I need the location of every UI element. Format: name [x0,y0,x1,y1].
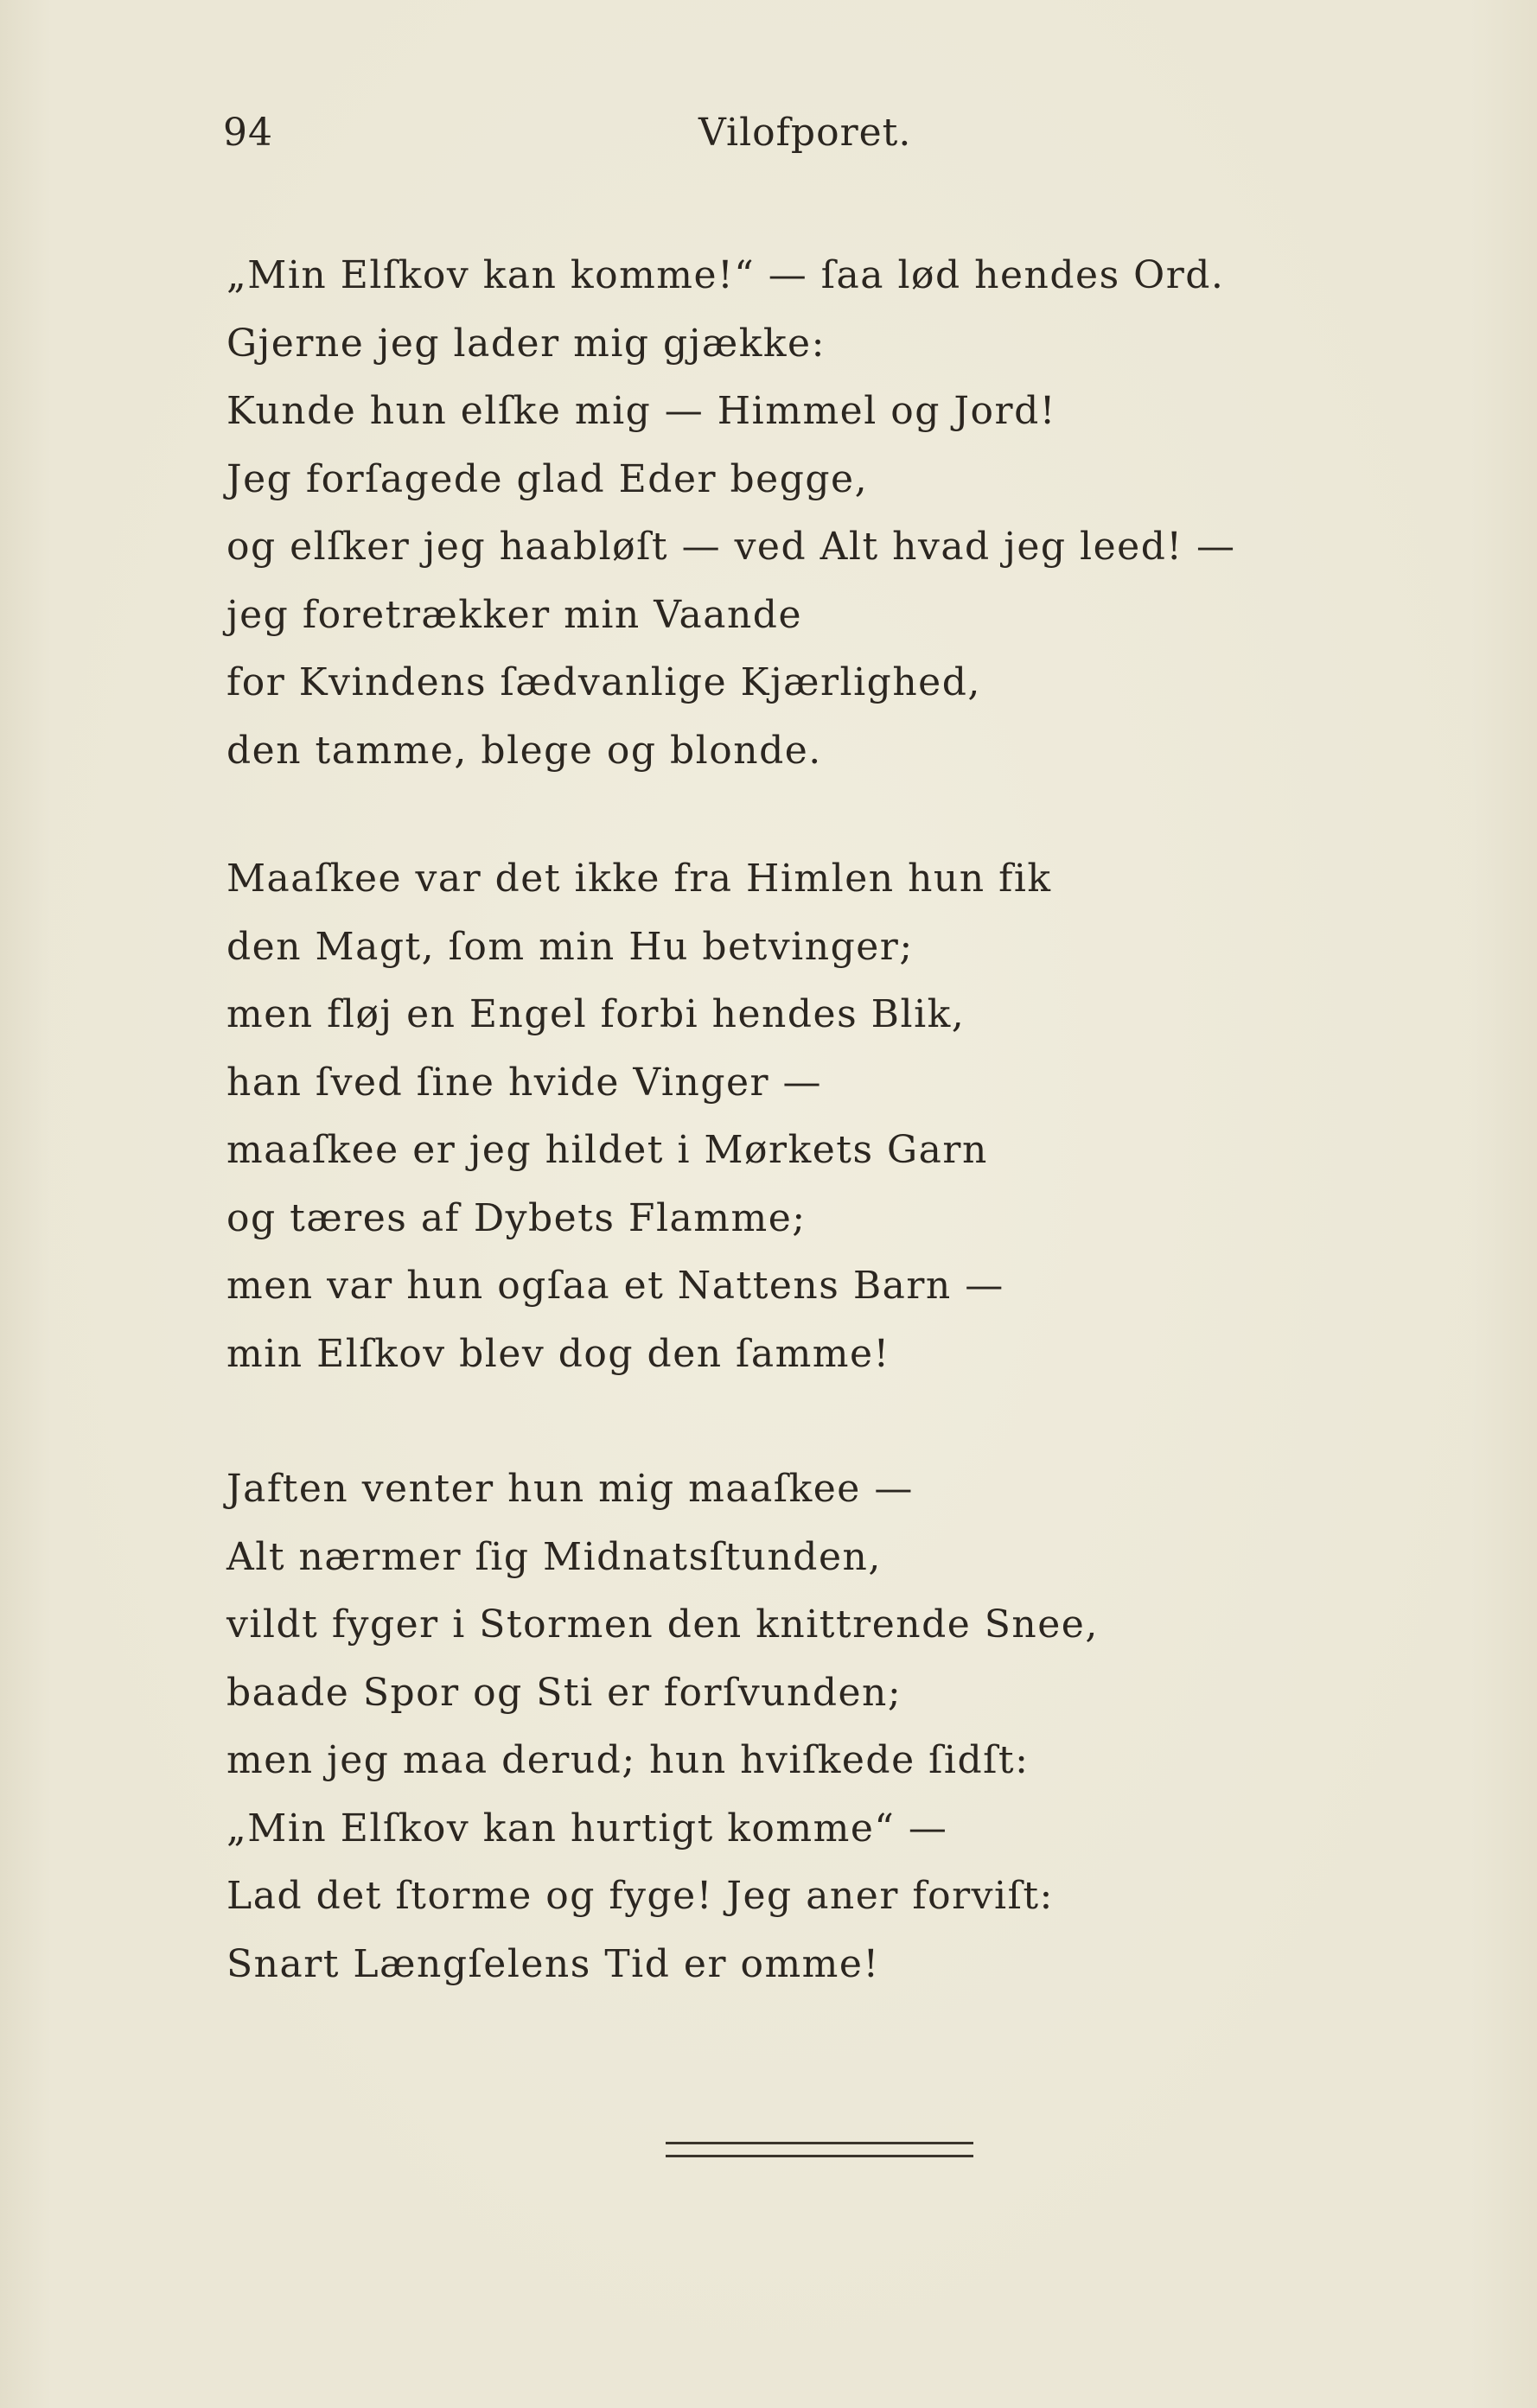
verse-line: og tæres af Dybets Flamme; [226,1195,807,1240]
verse-line: „Min Elſkov kan hurtigt komme“ — [226,1806,948,1851]
verse-line: han ſved ſine hvide Vinger — [226,1060,823,1105]
verse-line: Jeg forſagede glad Eder begge, [226,456,869,501]
verse-line: men fløj en Engel forbi hendes Blik, [226,992,966,1036]
verse-line: jeg foretrækker min Vaande [226,592,802,637]
verse-line: den tamme, blege og blonde. [226,728,822,773]
verse-line: Jaften venter hun mig maaſkee — [226,1467,914,1511]
verse-line: maaſkee er jeg hildet i Mørkets Garn [226,1128,988,1172]
verse-line: og elſker jeg haabløſt — ved Alt hvad jeg leed! — [226,525,1236,569]
verse-line: den Magt, ſom min Hu betvinger; [226,924,914,969]
verse-line: Kunde hun elſke mig — Himmel og Jord! [226,389,1056,433]
verse-line: „Min Elſkov kan komme!“ — ſaa lød hendes Ord. [226,253,1225,297]
stanza [226,242,1236,785]
verse-line: men jeg maa derud; hun hviſkede ſidſt: [226,1738,1030,1782]
verse-line: Snart Længſelens Tid er omme! [226,1941,880,1986]
verse-line: for Kvindens ſædvanlige Kjærlighed, [226,660,981,704]
verse-line: men var hun ogſaa et Nattens Barn — [226,1264,1004,1308]
end-rule-divider [666,2142,973,2157]
verse-line: Lad det ſtorme og fyge! Jeg aner forviſt: [226,1874,1054,1918]
stanza [226,845,1052,1388]
verse-line: Maaſkee var det ikke fra Himlen hun fik [226,857,1052,901]
verse-line: vildt fyger i Stormen den knittrende Snee, [226,1602,1099,1647]
running-title: Vilofporet. [698,111,912,155]
page-number: 94 [223,111,273,155]
verse-line: Alt nærmer ſig Midnatsſtunden, [226,1534,882,1579]
verse-line: Gjerne jeg lader mig gjække: [226,321,826,366]
verse-line: min Elſkov blev dog den ſamme! [226,1331,890,1376]
stanza [226,1456,1099,1998]
verse-line: baade Spor og Sti er forſvunden; [226,1670,902,1715]
